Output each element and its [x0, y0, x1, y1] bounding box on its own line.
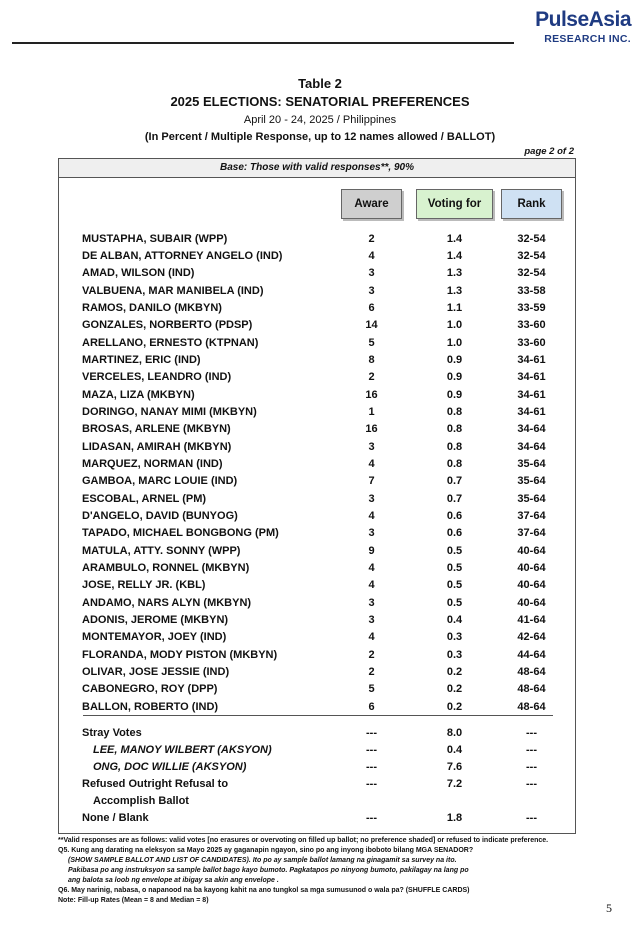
candidate-name: MONTEMAYOR, JOEY (IND) [82, 631, 227, 643]
aware-value: 2 [368, 649, 375, 661]
voting-for-value: 0.5 [446, 579, 463, 592]
rank-value: 34-61 [517, 354, 546, 367]
response-note: (In Percent / Multiple Response, up to 12 names allowed / BALLOT) [144, 131, 496, 144]
column-header-voting-for: Voting for [416, 189, 493, 219]
survey-date: April 20 - 24, 2025 / Philippines [243, 113, 397, 126]
candidate-name: ANDAMO, NARS ALYN (MKBYN) [82, 596, 252, 609]
page-title: 2025 ELECTIONS: SENATORIAL PREFERENCES [170, 94, 470, 110]
candidate-name: LIDASAN, AMIRAH (MKBYN) [82, 441, 232, 453]
page-of-label: page 2 of 2 [524, 146, 574, 157]
voting-for-value: 1.1 [446, 301, 463, 314]
candidate-name: BROSAS, ARLENE (MKBYN) [82, 423, 231, 435]
candidate-name: ADONIS, JEROME (MKBYN) [82, 613, 229, 626]
table-row [59, 525, 575, 542]
voting-for-value: 0.9 [446, 371, 463, 384]
voting-for-value: 1.8 [446, 812, 463, 824]
candidate-name: Stray Votes [82, 727, 142, 739]
table-row [59, 473, 575, 490]
table-row [59, 810, 575, 827]
rank-value: 32-54 [517, 267, 546, 280]
table-row [59, 629, 575, 646]
voting-for-value: 1.4 [446, 250, 463, 263]
candidate-name: MARQUEZ, NORMAN (IND) [82, 458, 223, 471]
table-row [59, 369, 575, 386]
footnote-fillup: Note: Fill-up Rates (Mean = 8 and Median = 8) [58, 897, 209, 904]
aware-value: --- [366, 744, 377, 756]
candidate-name: ESCOBAL, ARNEL (PM) [82, 492, 207, 505]
rank-value: 48-64 [517, 683, 546, 696]
candidate-name: MATULA, ATTY. SONNY (WPP) [82, 545, 241, 557]
candidate-name: Refused Outright Refusal to [82, 778, 229, 790]
table-row [59, 404, 575, 421]
logo-subtitle: RESEARCH INC. [544, 33, 631, 45]
table-label: Table 2 [298, 76, 342, 91]
aware-value: 3 [368, 596, 375, 609]
rank-value: 32-54 [517, 233, 546, 245]
table-row [59, 612, 575, 629]
candidate-name: ARAMBULO, RONNEL (MKBYN) [82, 562, 250, 575]
table-row [59, 491, 575, 508]
rank-value: 33-60 [517, 337, 546, 349]
table-row [59, 300, 575, 317]
header-rule [12, 42, 514, 44]
aware-value: 7 [368, 475, 375, 488]
table-row [59, 543, 575, 560]
voting-for-value: 7.2 [446, 778, 463, 790]
table-row [59, 681, 575, 698]
aware-value: 16 [365, 388, 378, 401]
footnote-q6: Q6. May narinig, nabasa, o napanood na ba kayong kahit na ano tungkol sa mga sumusunod o wala pa? (SHUFFLE CARDS) [58, 887, 470, 894]
table-row [59, 664, 575, 681]
rank-value: 32-54 [517, 250, 546, 263]
table-row [59, 647, 575, 664]
rank-value: 40-64 [517, 545, 546, 557]
page-number: 5 [606, 901, 612, 915]
footnote-q5: Q5. Kung ang darating na eleksyon sa Mayo 2025 ay gaganapin ngayon, sino po ang inyong iboboto bilang MGA SENADOR? [58, 847, 474, 854]
table-row [59, 456, 575, 473]
aware-value: 3 [368, 441, 375, 453]
table-row [59, 248, 575, 265]
table-row [59, 317, 575, 334]
candidate-name: LEE, MANOY WILBERT (AKSYON) [93, 744, 272, 756]
candidate-name: ONG, DOC WILLIE (AKSYON) [93, 761, 247, 773]
voting-for-value: 7.6 [446, 761, 463, 773]
table-row [59, 335, 575, 352]
footnote-q5-line2: (SHOW SAMPLE BALLOT AND LIST OF CANDIDATES). Ito po ay sample ballot lamang na ginagamit sa survey na ito. [68, 857, 457, 864]
table-row [59, 265, 575, 282]
voting-for-value: 0.6 [446, 509, 463, 522]
table-row [59, 231, 575, 248]
rank-value: 40-64 [517, 579, 546, 592]
table-row [59, 742, 575, 759]
candidate-name: MUSTAPHA, SUBAIR (WPP) [82, 233, 228, 245]
candidate-name: MAZA, LIZA (MKBYN) [82, 388, 195, 401]
rank-value: --- [526, 744, 537, 756]
candidate-name: VERCELES, LEANDRO (IND) [82, 371, 232, 384]
voting-for-value: 1.3 [446, 284, 463, 297]
table-row [59, 560, 575, 577]
aware-value: 5 [368, 683, 375, 696]
rank-value: 33-58 [517, 284, 546, 297]
pulseasia-logo [520, 8, 635, 50]
base-note: Base: Those with valid responses**, 90% [59, 159, 575, 178]
candidate-name: GONZALES, NORBERTO (PDSP) [82, 319, 253, 331]
aware-value: 6 [368, 301, 375, 314]
logo-brand: PulseAsia [535, 8, 631, 31]
candidate-name: D'ANGELO, DAVID (BUNYOG) [82, 509, 238, 522]
aware-value: --- [366, 778, 377, 790]
candidate-name: GAMBOA, MARC LOUIE (IND) [82, 475, 238, 488]
candidate-name: Accomplish Ballot [93, 795, 189, 807]
voting-for-value: 0.7 [446, 475, 463, 488]
footnote-q5-line4: ang balota sa loob ng envelope at ibigay sa akin ang envelope . [68, 877, 279, 884]
rank-value: 33-59 [517, 301, 546, 314]
rank-value: 33-60 [517, 319, 546, 331]
aware-value: 4 [368, 509, 375, 522]
voting-for-value: 8.0 [446, 727, 463, 739]
candidate-name: MARTINEZ, ERIC (IND) [82, 354, 201, 367]
table-row [59, 759, 575, 776]
candidate-name: None / Blank [82, 812, 149, 824]
aware-value: --- [366, 761, 377, 773]
aware-value: 1 [368, 405, 375, 418]
rank-value: 40-64 [517, 596, 546, 609]
candidate-name: RAMOS, DANILO (MKBYN) [82, 301, 222, 314]
voting-for-value: 0.2 [446, 666, 463, 679]
aware-value: --- [366, 727, 377, 739]
rank-value: 34-61 [517, 371, 546, 384]
voting-for-value: 0.6 [446, 527, 463, 539]
table-row [59, 699, 575, 716]
table-row [59, 595, 575, 612]
table-row [59, 577, 575, 594]
voting-for-value: 0.8 [446, 423, 463, 435]
table-row [59, 421, 575, 438]
aware-value: 8 [368, 354, 375, 367]
voting-for-value: 0.9 [446, 354, 463, 367]
table-row [59, 725, 575, 742]
rank-value: 48-64 [517, 700, 546, 713]
table-row [59, 793, 575, 810]
candidate-name: DORINGO, NANAY MIMI (MKBYN) [82, 405, 257, 418]
aware-value: 2 [368, 233, 375, 245]
aware-value: 4 [368, 579, 375, 592]
voting-for-value: 0.4 [446, 744, 463, 756]
voting-for-value: 0.2 [446, 700, 463, 713]
aware-value: 4 [368, 631, 375, 643]
voting-for-value: 0.2 [446, 683, 463, 696]
aware-value: 4 [368, 458, 375, 471]
table-row [59, 439, 575, 456]
aware-value: 9 [368, 545, 375, 557]
rank-value: 37-64 [517, 509, 546, 522]
rank-value: 42-64 [517, 631, 546, 643]
voting-for-value: 0.8 [446, 441, 463, 453]
aware-value: 14 [365, 319, 378, 331]
rank-value: 34-64 [517, 423, 546, 435]
voting-for-value: 1.3 [446, 267, 463, 280]
candidate-name: FLORANDA, MODY PISTON (MKBYN) [82, 649, 278, 661]
rank-value: 40-64 [517, 562, 546, 575]
results-table [58, 158, 576, 834]
footnote-q5-line3: Pakibasa po ang instruksyon sa sample ballot bago kayo bumoto. Pagkatapos po ninyong bumoto, pakilagay na lang po [68, 867, 469, 874]
table-row [59, 508, 575, 525]
aware-value: --- [366, 812, 377, 824]
candidate-name: ARELLANO, ERNESTO (KTPNAN) [82, 337, 259, 349]
rank-value: 37-64 [517, 527, 546, 539]
table-row [59, 776, 575, 793]
aware-value: 4 [368, 562, 375, 575]
rank-value: --- [526, 727, 537, 739]
candidate-name: AMAD, WILSON (IND) [82, 267, 195, 280]
rank-value: --- [526, 778, 537, 790]
voting-for-value: 1.0 [446, 337, 463, 349]
aware-value: 4 [368, 250, 375, 263]
aware-value: 3 [368, 284, 375, 297]
voting-for-value: 0.4 [446, 613, 463, 626]
aware-value: 3 [368, 492, 375, 505]
candidate-name: DE ALBAN, ATTORNEY ANGELO (IND) [82, 250, 283, 263]
aware-value: 3 [368, 527, 375, 539]
aware-value: 5 [368, 337, 375, 349]
candidate-name: JOSE, RELLY JR. (KBL) [82, 579, 206, 592]
voting-for-value: 0.8 [446, 458, 463, 471]
table-row [59, 387, 575, 404]
footnote-valid: **Valid responses are as follows: valid votes [no erasures or overvoting on filled up ballot; no preference shaded] or refused to indicate preference. [58, 837, 549, 844]
voting-for-value: 0.9 [446, 388, 463, 401]
aware-value: 2 [368, 371, 375, 384]
candidate-name: VALBUENA, MAR MANIBELA (IND) [82, 284, 264, 297]
column-header-rank: Rank [501, 189, 562, 219]
voting-for-value: 0.3 [446, 649, 463, 661]
aware-value: 3 [368, 613, 375, 626]
column-header-aware: Aware [341, 189, 402, 219]
candidate-name: TAPADO, MICHAEL BONGBONG (PM) [82, 527, 279, 539]
voting-for-value: 0.3 [446, 631, 463, 643]
aware-value: 16 [365, 423, 378, 435]
aware-value: 2 [368, 666, 375, 679]
aware-value: 6 [368, 700, 375, 713]
rank-value: 34-64 [517, 441, 546, 453]
voting-for-value: 1.0 [446, 319, 463, 331]
rank-value: 35-64 [517, 492, 546, 505]
rank-value: 48-64 [517, 666, 546, 679]
candidate-name: OLIVAR, JOSE JESSIE (IND) [82, 666, 230, 679]
voting-for-value: 0.5 [446, 562, 463, 575]
voting-for-value: 0.7 [446, 492, 463, 505]
voting-for-value: 0.5 [446, 545, 463, 557]
candidate-name: CABONEGRO, ROY (DPP) [82, 683, 218, 696]
voting-for-value: 0.5 [446, 596, 463, 609]
rank-value: 35-64 [517, 458, 546, 471]
footnotes [58, 836, 608, 906]
candidate-name: BALLON, ROBERTO (IND) [82, 700, 219, 713]
rank-value: 35-64 [517, 475, 546, 488]
table-heading [0, 76, 640, 145]
rank-value: 34-61 [517, 388, 546, 401]
voting-for-value: 1.4 [446, 233, 463, 245]
rank-value: --- [526, 761, 537, 773]
rank-value: 34-61 [517, 405, 546, 418]
rank-value: 41-64 [517, 613, 546, 626]
table-row [59, 352, 575, 369]
table-row [59, 283, 575, 300]
rank-value: --- [526, 812, 537, 824]
rank-value: 44-64 [517, 649, 546, 661]
aware-value: 3 [368, 267, 375, 280]
voting-for-value: 0.8 [446, 405, 463, 418]
